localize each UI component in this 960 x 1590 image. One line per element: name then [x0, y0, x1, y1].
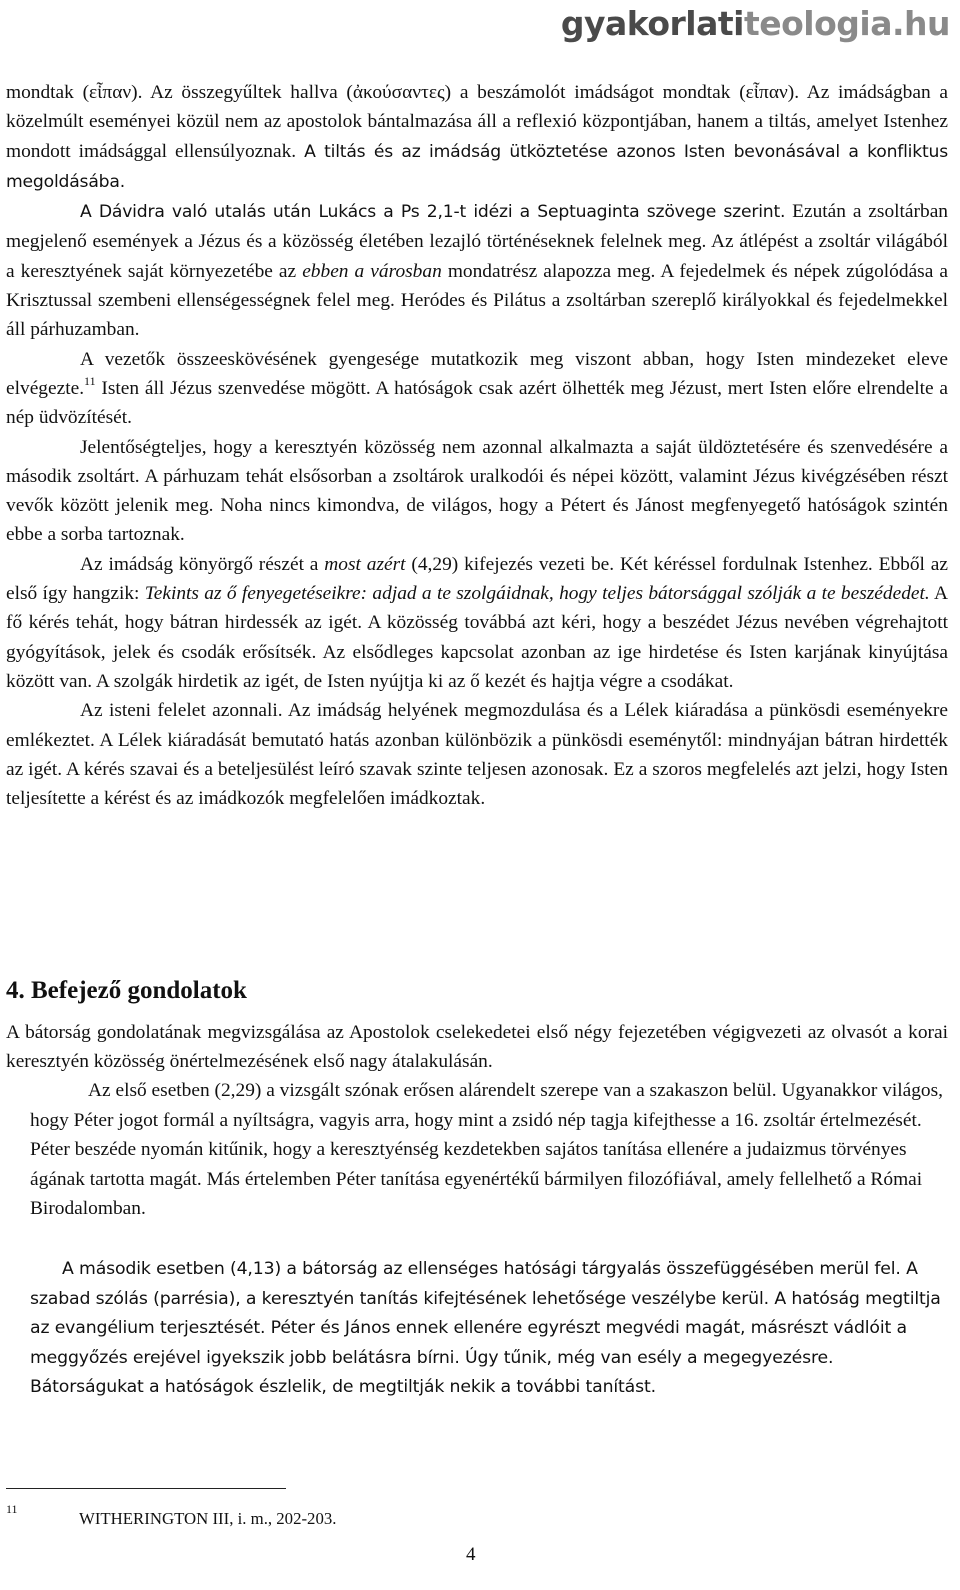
paragraph-2	[6, 197, 948, 344]
logo-text-teologia: teologia.hu	[743, 4, 950, 43]
paragraph-5	[6, 550, 948, 696]
footnote-divider	[6, 1488, 286, 1489]
section-block-1: Az első esetben (2,29) a vizsgált szónak erősen alárendelt szerepe van a szakaszon belül. Ugyanakkor világos, hogy Péter jogot formál a nyíltságra, vagyis arra, hogy mint a zsidó nép tagja kifejthesse a 16. zsoltár értelmezését. Péter beszéde nyomán kitűnik, hogy a keresztyénség kezdetekben sajátos tanítása ellenére a judaizmus törvényes ágának tartotta magát. Más értelemben Péter tanítása egyenértékű bármilyen filozófiával, amely fellelhető a Római Birodalomban.	[30, 1080, 944, 1219]
paragraph-6-text: Az isteni felelet azonnali. Az imádság helyének megmozdulása és a Lélek kiáradása a pünkösdi eseményekre emlékeztet. A Lélek kiáradását bemutató hatás azonban különbözik a pünkösdi eseménytől: mindnyájan bátran hirdették az igét. A kérés szavai és a beteljesülést leíró szavak szinte teljesen azonosak. Ez a szoros megfelelés azt jelzi, hogy Isten teljesítette a kérést és az imádkozók megfelelően imádkoztak.	[6, 700, 948, 810]
paragraph-1	[6, 78, 948, 197]
body-text	[6, 78, 948, 813]
paragraph-5-text-mid: (4,29) kifejezés vezeti be. Két kéréssel fordulnak Istenhez. Ebből az első így hangzik:	[6, 553, 948, 605]
footnote-text: WITHERINGTON III, i. m., 202-203.	[79, 1509, 337, 1528]
paragraph-3-text: A vezetők összeeskövésének gyengesége mutatkozik meg viszont abban, hogy Isten mindezeket eleve elvégezte.	[6, 348, 948, 399]
paragraph-5-text-end: A fő kérés tehát, hogy bátran hirdessék az igét. A közösség továbbá azt kéri, hogy a beszédet Jézus nevében végrehajtott gyógyítások, jelek és csodák erősítsék. Az elsődleges kapcsolat azonban az ige hirdetése és Isten karjának kinyújtása között van. A szolgák hirdetik az igét, de Isten nyújtja ki az ő kezét és hajtja végre a csodákat.	[6, 583, 948, 692]
section-heading: 4. Befejező gondolatok	[6, 977, 247, 1004]
footnote-number: 11	[6, 1502, 18, 1516]
section-intro-paragraph: A bátorság gondolatának megvizsgálása az Apostolok cselekedetei első négy fejezetében végigvezeti az olvasót a korai keresztyén közösség önértelmezésének első nagy átalakulásán.	[6, 1022, 948, 1073]
section-block-2: A második esetben (4,13) a bátorság az ellenséges hatósági tárgyalás összefüggésében merül fel. A szabad szólás (parrésia), a keresztyén tanítás kifejtésének lehetősége veszélybe kerül. A hatóság megtiltja az evangélium terjesztését. Péter és János ennek ellenére egyrészt megvédi magát, másrészt vádlóit a meggyőzés erejével igyekszik jobb belátásra bírni. Úgy tűnik, még van esély a megegyezésre. Bátorságukat a hatóságok észlelik, de megtiltják nekik a további tanítást.	[30, 1259, 941, 1397]
paragraph-5-text: Az imádság könyörgő részét a	[80, 553, 325, 575]
paragraph-2-sans-text: A Dávidra való utalás után Lukács a Ps 2,1-t idézi a Septuaginta szövege szerint.	[80, 202, 786, 223]
page-number: 4	[466, 1544, 476, 1565]
paragraph-2-text-end: mondatrész alapozza meg. A fejedelmek és népek zúgolódása a Krisztussal szembeni ellenségességnek felel meg. Heródes és Pilátus a zsoltárban szereplő királyokkal és fejedelmekkel áll párhuzamban.	[6, 260, 948, 341]
logo-text-gyakorlati: gyakorlati	[560, 4, 744, 43]
paragraph-5-italic-phrase: most azért	[324, 553, 406, 575]
paragraph-4-text: Jelentőségteljes, hogy a keresztyén közösség nem azonnal alkalmazta a saját üldöztetésére és szenvedésére a második zsoltárt. A párhuzam tehát elsősorban a zsoltárok uralkodói és népei között, valamint Jézus kivégzésében részt vevők között jelenik meg. Noha nincs kimondva, de világos, hogy a Pétert és Jánost megfenyegető hatóságok szintén ebbe a sorba tartoznak.	[6, 436, 948, 546]
paragraph-3-text-end: Isten áll Jézus szenvedése mögött. A hatóságok csak azért ölhették meg Jézust, mert Isten előre elrendelte a nép üdvözítését.	[6, 377, 948, 429]
paragraph-5-italic-quote: Tekints az ő fenyegetéseikre: adjad a te szolgáidnak, hogy teljes bátorsággal szólják a te beszédedet.	[144, 583, 930, 605]
paragraph-1-sans-text: A tiltás és az imádság ütköztetése azonos Isten bevonásával a konfliktus megoldásába.	[6, 141, 949, 192]
paragraph-2-text: Ezután a zsoltárban megjelenő események a Jézus és a közösség életében lezajló történéseknek felelnek meg. Az átlépést a zsoltár világából a keresztyének saját környezetébe az	[6, 201, 948, 282]
site-logo[interactable]	[561, 4, 950, 43]
section-intro	[6, 1018, 948, 1077]
paragraph-4	[6, 433, 948, 550]
footnote-ref-11[interactable]: 11	[84, 373, 96, 388]
paragraph-2-italic: ebben a városban	[302, 260, 442, 282]
paragraph-6	[6, 696, 948, 813]
paragraph-3	[6, 345, 948, 433]
paragraph-1-text: mondtak (εἶπαν). Az összegyűltek hallva (ἀκούσαντες) a beszámolót imádságot mondtak (εἶπαν). Az imádságban a közelmúlt eseményei közül nem az apostolok bántalmazása áll a reflexió központjában, hanem a tiltás, amelyet Istenhez mondott imádsággal ellensúlyoznak.	[6, 82, 948, 162]
